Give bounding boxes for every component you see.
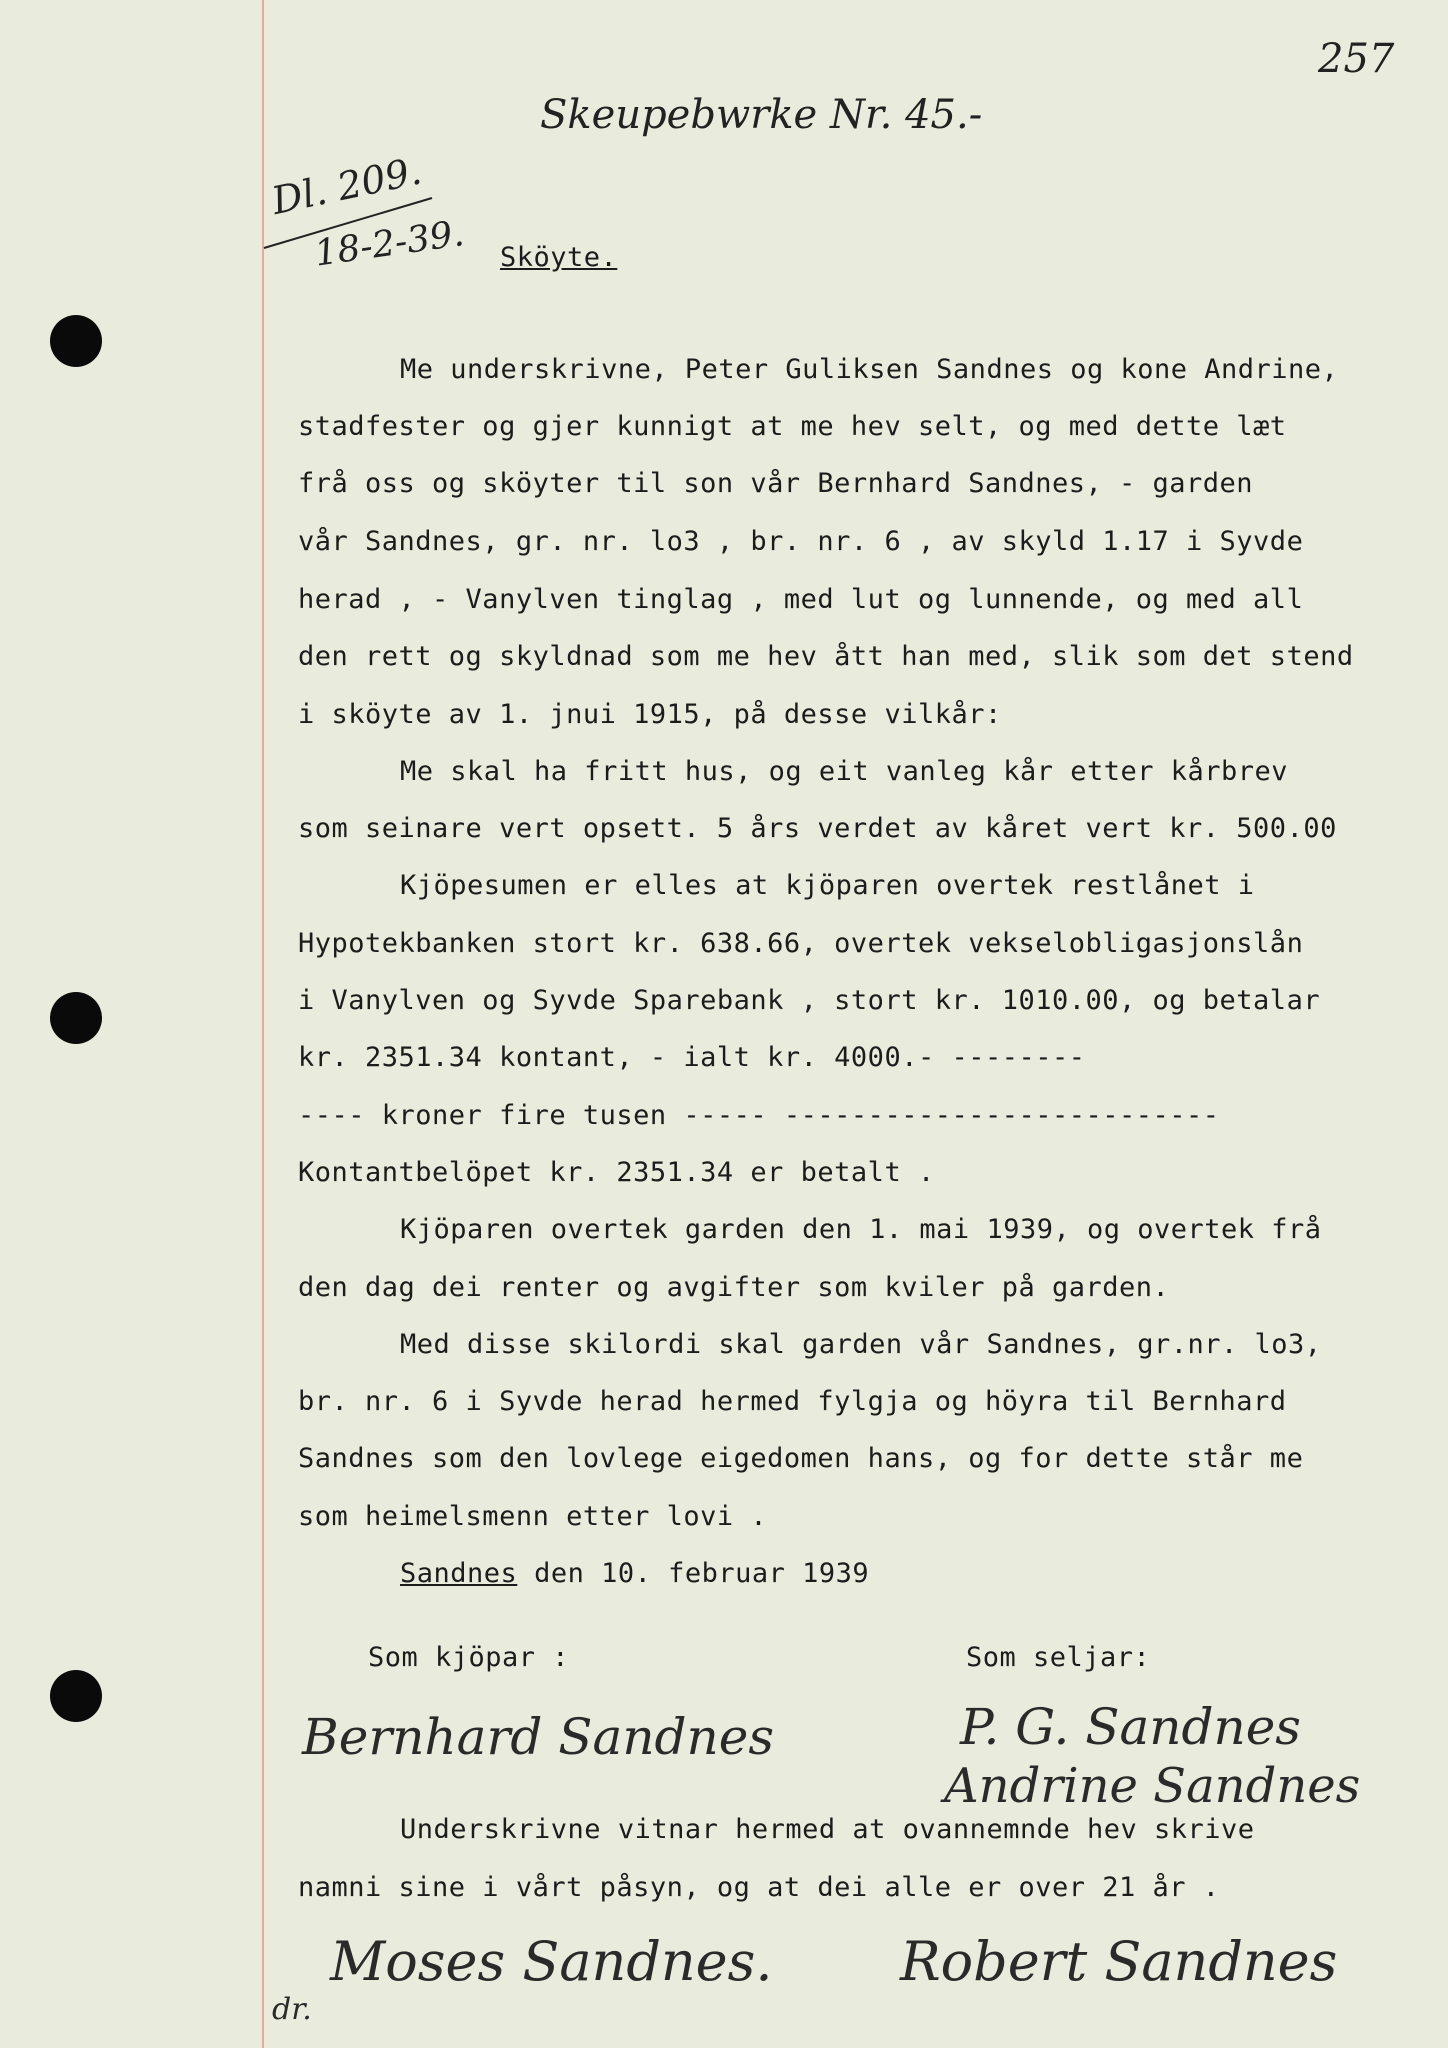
- text-line-9: som seinare vert opsett. 5 års verdet av kåret vert kr. 500.00: [298, 813, 1337, 844]
- text-line-5: herad , - Vanylven tinglag , med lut og lunnende, og med all: [298, 584, 1304, 615]
- text-line-3: frå oss og sköyter til son vår Bernhard Sandnes, - garden: [298, 468, 1254, 499]
- buyer-signature: Bernhard Sandnes: [302, 1708, 774, 1766]
- margin-rule: [262, 0, 264, 2048]
- text-line-16: Kjöparen overtek garden den 1. mai 1939, og overtek frå: [400, 1214, 1322, 1245]
- text-line-2: stadfester og gjer kunnigt at me hev selt, og med dette læt: [298, 411, 1287, 442]
- text-line-15: Kontantbelöpet kr. 2351.34 er betalt .: [298, 1157, 935, 1188]
- text-line-21: som heimelsmenn etter lovi .: [298, 1501, 768, 1532]
- text-line-12: i Vanylven og Syvde Sparebank , stort kr. 1010.00, og betalar: [298, 985, 1321, 1016]
- text-line-18: Med disse skilordi skal garden vår Sandnes, gr.nr. lo3,: [400, 1329, 1322, 1360]
- margin-initials: dr.: [272, 1992, 312, 2027]
- seller-signature-2: Andrine Sandnes: [944, 1758, 1361, 1814]
- buyer-label: Som kjöpar :: [368, 1642, 570, 1673]
- text-line-20: Sandnes som den lovlege eigedomen hans, og for dette står me: [298, 1443, 1304, 1474]
- text-line-11: Hypotekbanken stort kr. 638.66, overtek vekselobligasjonslån: [298, 928, 1304, 959]
- text-line-13: kr. 2351.34 kontant, - ialt kr. 4000.- --------: [298, 1042, 1086, 1073]
- page-number: 257: [1318, 36, 1395, 82]
- witness-signature-1: Moses Sandnes.: [330, 1930, 773, 1993]
- date-text: den 10. februar 1939: [534, 1558, 870, 1589]
- text-line-10: Kjöpesumen er elles at kjöparen overtek restlånet i: [400, 870, 1255, 901]
- margin-note-date: 18-2-39.: [312, 213, 467, 275]
- date-line: [400, 1558, 869, 1589]
- punch-hole-middle: [50, 992, 102, 1044]
- witness-signature-2: Robert Sandnes: [900, 1930, 1338, 1993]
- seller-label: Som seljar:: [966, 1642, 1151, 1673]
- margin-note-number: Dl. 209.: [268, 148, 426, 224]
- text-line-8: Me skal ha fritt hus, og eit vanleg kår etter kårbrev: [400, 756, 1289, 787]
- text-line-6: den rett og skyldnad som me hev ått han med, slik som det stend: [298, 641, 1354, 672]
- text-line-7: i sköyte av 1. jnui 1915, på desse vilkår:: [298, 699, 1002, 730]
- text-line-17: den dag dei renter og avgifter som kviler på garden.: [298, 1272, 1170, 1303]
- text-line-1: Me underskrivne, Peter Guliksen Sandnes og kone Andrine,: [400, 354, 1339, 385]
- place-name: Sandnes: [400, 1558, 518, 1589]
- handwritten-heading: Skeupebwrke Nr. 45.-: [540, 92, 983, 138]
- seller-signature-1: P. G. Sandnes: [960, 1698, 1301, 1756]
- witness-line-1: Underskrivne vitnar hermed at ovannemnde hev skrive: [400, 1814, 1255, 1845]
- text-line-4: vår Sandnes, gr. nr. lo3 , br. nr. 6 , av skyld 1.17 i Syvde: [298, 526, 1304, 557]
- text-line-14: ---- kroner fire tusen ----- --------------------------: [298, 1100, 1220, 1131]
- punch-hole-bottom: [50, 1670, 102, 1722]
- witness-line-2: namni sine i vårt påsyn, og at dei alle er over 21 år .: [298, 1872, 1220, 1903]
- punch-hole-top: [50, 315, 102, 367]
- text-line-19: br. nr. 6 i Syvde herad hermed fylgja og höyra til Bernhard: [298, 1386, 1287, 1417]
- document-title: Sköyte.: [500, 242, 618, 273]
